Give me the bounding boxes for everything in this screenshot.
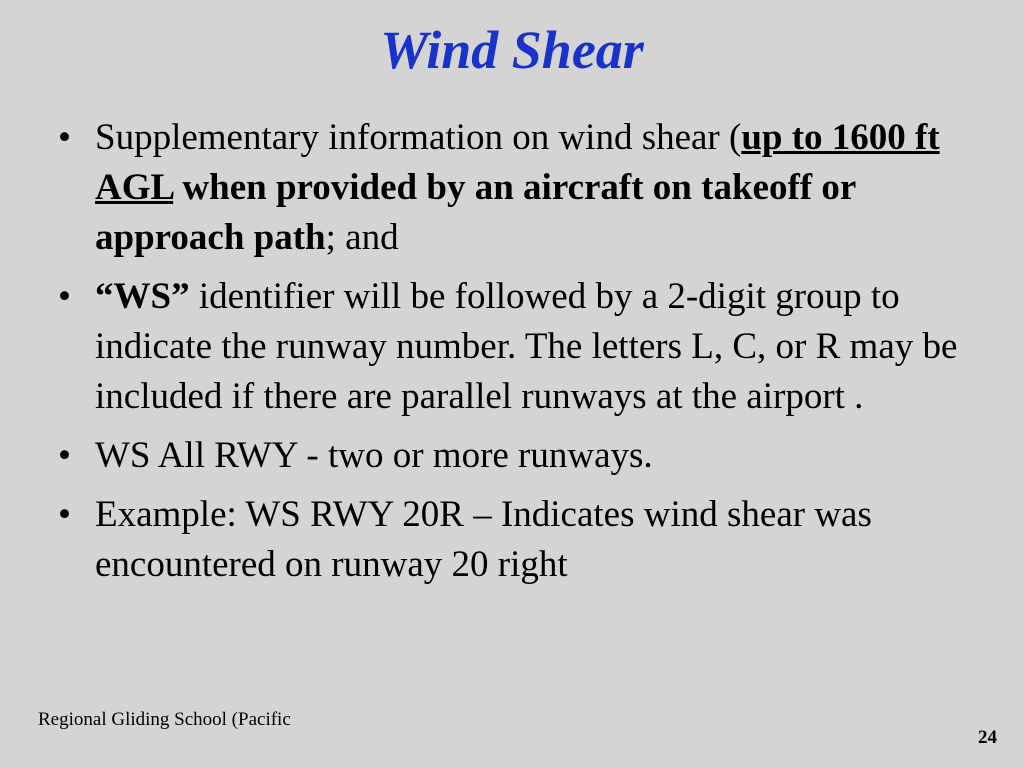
bullet-text: Supplementary information on wind shear ( <box>95 117 742 158</box>
bullet-text: WS All RWY - two or more runways. <box>95 435 653 476</box>
bullet-item <box>58 431 988 481</box>
bullet-point: • <box>58 276 71 317</box>
bullet-text: ; and <box>325 217 399 258</box>
bullet-point: • <box>58 494 71 535</box>
page-number: 24 <box>978 727 997 748</box>
slide-title: Wind Shear <box>380 20 644 80</box>
bullet-text: identifier will be followed by a 2-digit group to indicate the runway number. The letters L, C, or R may be included if there are parallel runways at the airport . <box>95 276 958 417</box>
bullet-point: • <box>58 117 71 158</box>
bullet-item <box>58 272 988 422</box>
bullet-list <box>58 113 988 599</box>
bullet-emphasis: “WS” <box>95 276 190 317</box>
bullet-point: • <box>58 435 71 476</box>
bullet-emphasis: when provided by an aircraft on takeoff or approach path <box>95 167 856 258</box>
bullet-text: Example: WS RWY 20R – Indicates wind shear was encountered on runway 20 right <box>95 494 872 585</box>
bullet-emphasis: up to 1600 ft AGL <box>95 117 940 208</box>
slide-footer: Regional Gliding School (Pacific <box>38 709 291 730</box>
bullet-item <box>58 113 988 263</box>
bullet-item <box>58 490 988 590</box>
